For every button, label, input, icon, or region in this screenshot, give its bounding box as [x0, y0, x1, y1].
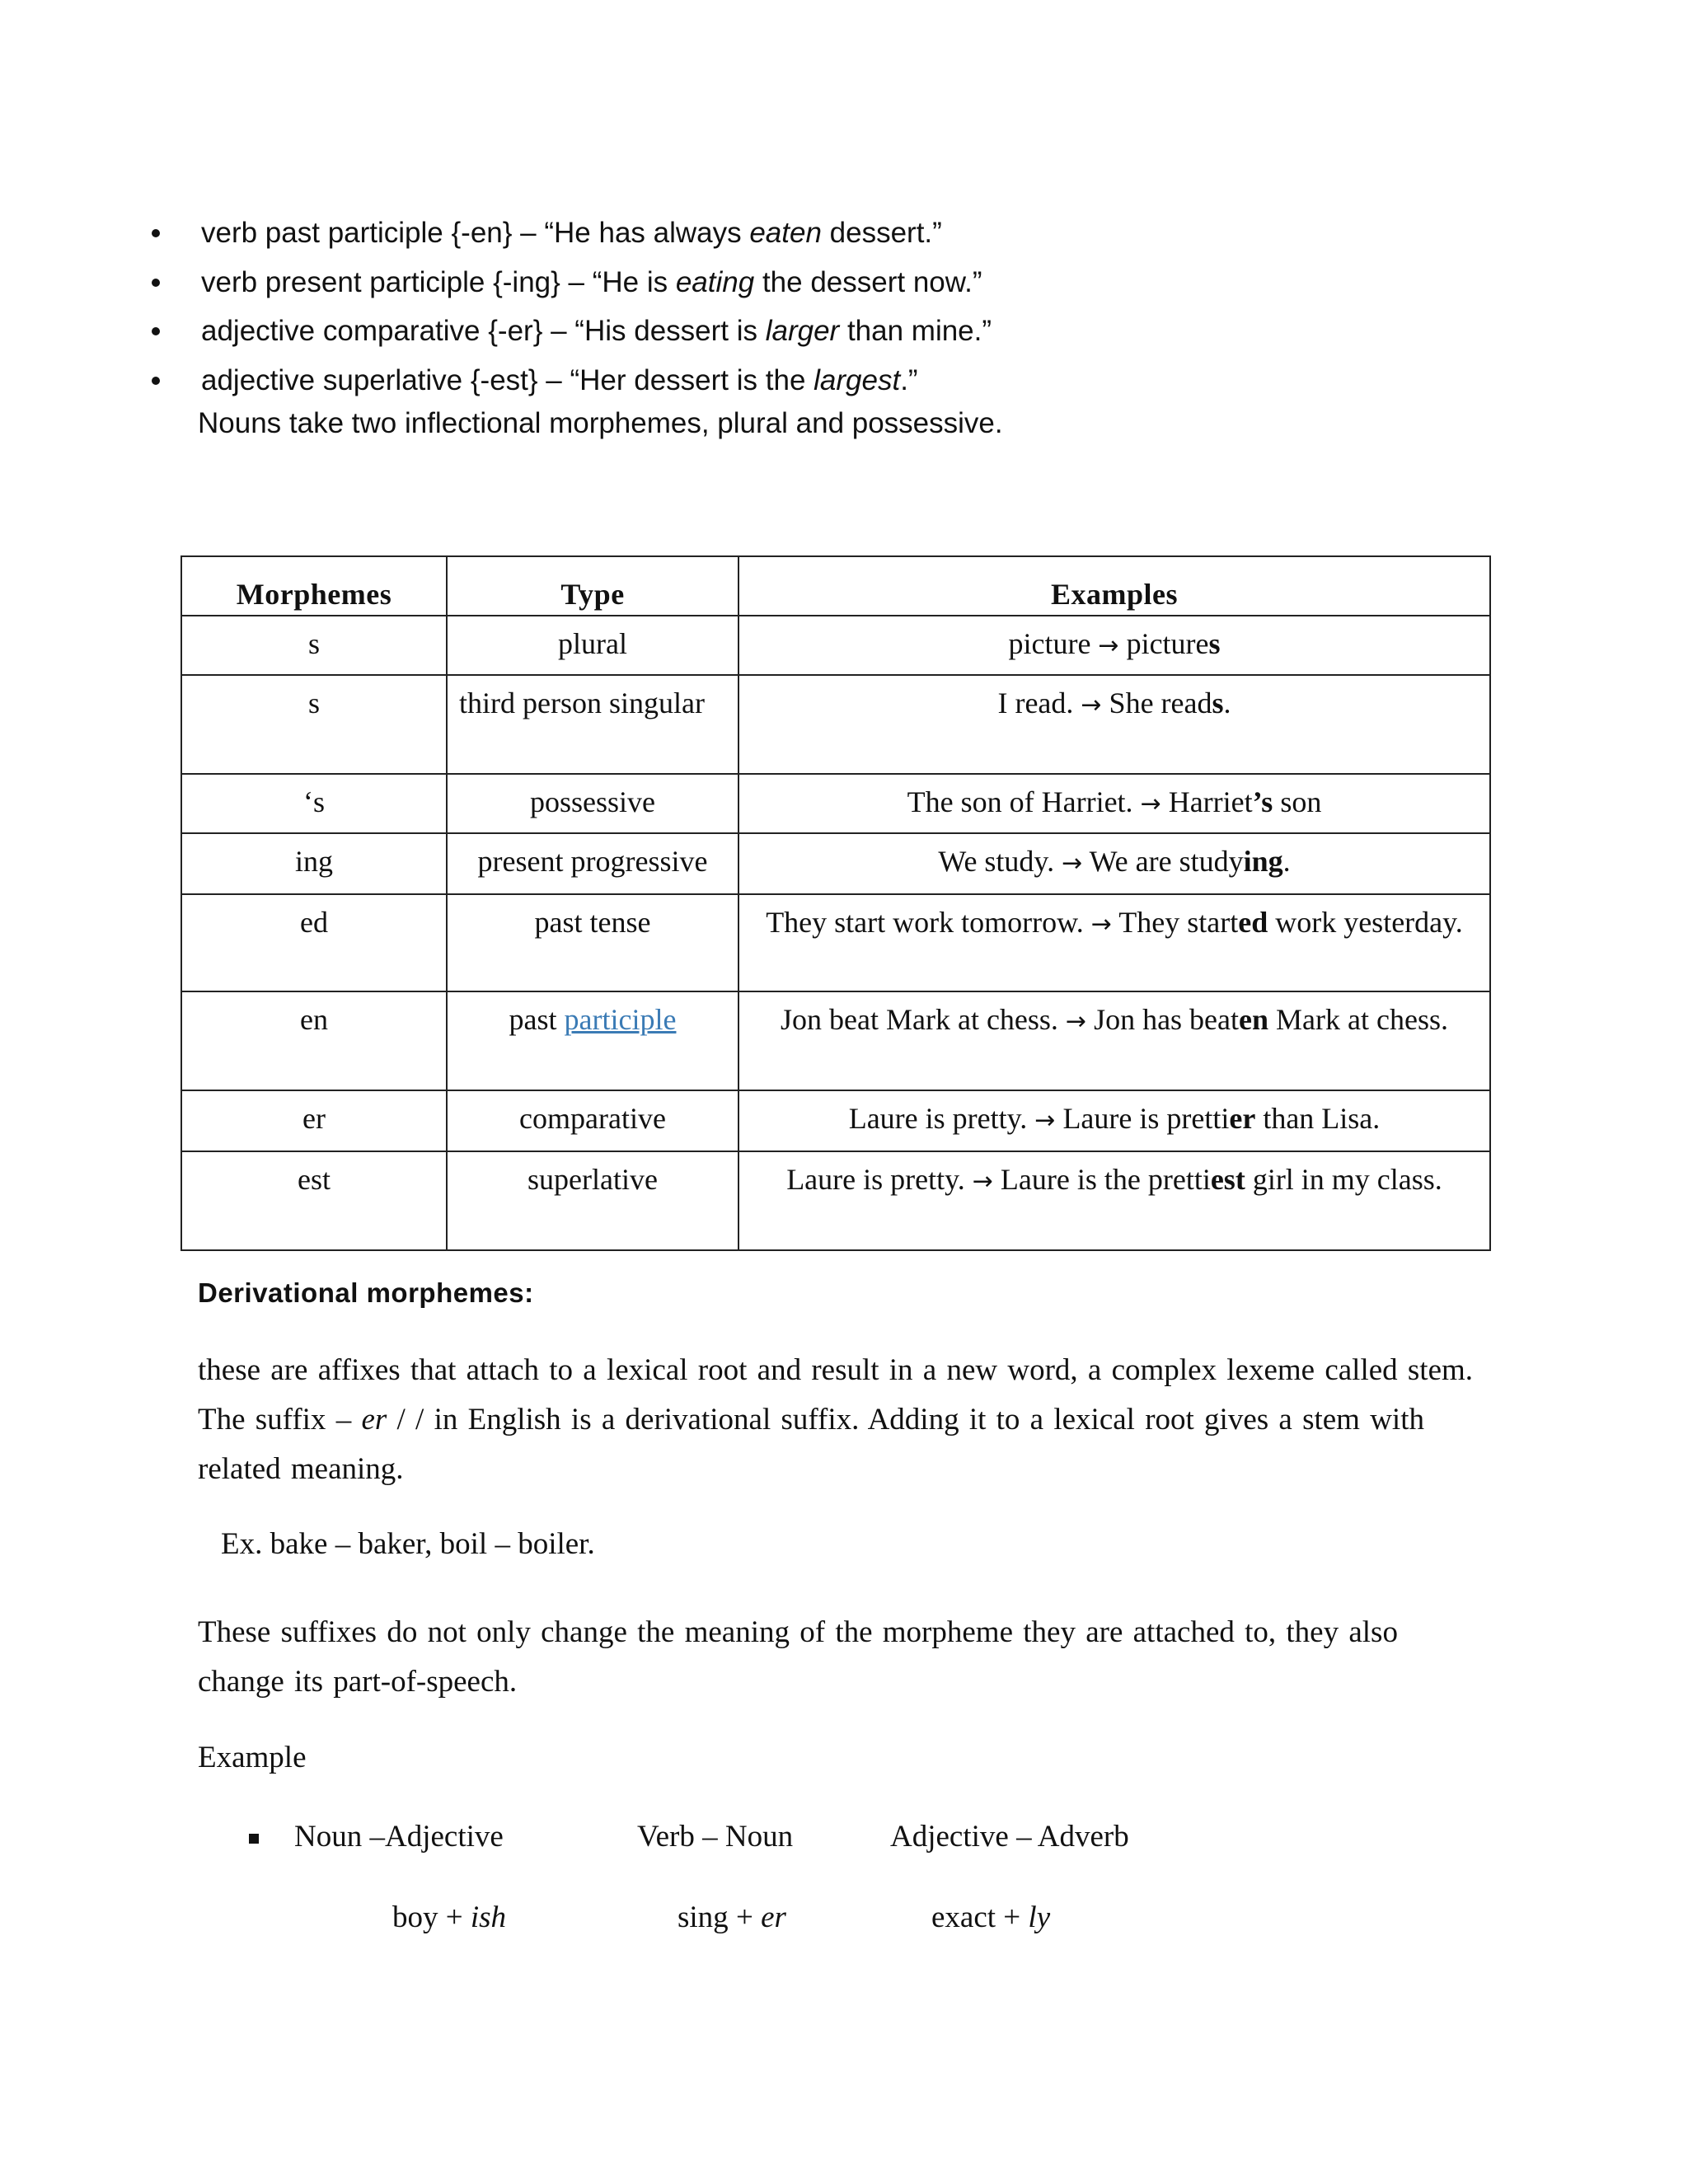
- table-row: [181, 774, 1490, 833]
- pair-plus: +: [735, 1900, 762, 1934]
- type-cell: superlative: [447, 1151, 738, 1250]
- table-row: [181, 833, 1490, 894]
- example-text: Laure is pretty.: [848, 1102, 1035, 1135]
- example-text: Mark at chess.: [1268, 1003, 1448, 1036]
- example-text: Harriet: [1160, 785, 1253, 818]
- list-item: [152, 356, 992, 405]
- example-text: She read: [1101, 687, 1212, 719]
- example-text: Laure is pretti: [1055, 1102, 1230, 1135]
- pair-example: [931, 1900, 1050, 1935]
- morpheme-cell: s: [181, 616, 447, 675]
- example-cell: [738, 1090, 1490, 1151]
- example-suffix: ed: [1238, 906, 1268, 939]
- example-cell: [738, 616, 1490, 675]
- bullet-icon: [152, 327, 160, 335]
- example-text: than Lisa.: [1255, 1102, 1381, 1135]
- example-text: Jon beat Mark at chess.: [781, 1003, 1066, 1036]
- derivational-heading: Derivational morphemes:: [198, 1277, 534, 1308]
- pair-label: Adjective – Adverb: [890, 1820, 1129, 1854]
- type-cell: [447, 991, 738, 1090]
- pair-label: Noun –Adjective: [294, 1820, 504, 1854]
- suffix-paragraph: These suffixes do not only change the meaning of the morpheme they are attached to, they also change its part-of-speech.: [198, 1615, 1398, 1699]
- pair-suffix: ish: [470, 1900, 507, 1934]
- bullet-list: [152, 209, 992, 405]
- bullet-emphasis: eaten: [749, 217, 822, 249]
- example-text: .: [1282, 845, 1291, 878]
- bullet-text: .”: [900, 363, 918, 396]
- example-suffix: en: [1239, 1003, 1269, 1036]
- example-suffix: est: [1210, 1163, 1245, 1196]
- bullet-emphasis: largest: [814, 363, 901, 396]
- morpheme-cell: est: [181, 1151, 447, 1250]
- example-cell: [738, 774, 1490, 833]
- type-cell: past tense: [447, 894, 738, 991]
- pair-plus: +: [445, 1900, 471, 1934]
- example-text: son: [1273, 785, 1322, 818]
- example-suffix: ’s: [1252, 785, 1273, 818]
- type-cell: comparative: [447, 1090, 738, 1151]
- header-morphemes: Morphemes: [181, 556, 447, 616]
- morpheme-cell: ing: [181, 833, 447, 894]
- list-item: [152, 307, 992, 356]
- example-text: girl in my class.: [1245, 1163, 1442, 1196]
- arrow-icon: →: [1065, 1007, 1087, 1036]
- pair-plus: +: [1003, 1900, 1029, 1934]
- example-text: .: [1223, 687, 1231, 719]
- pair-example: [392, 1900, 506, 1935]
- morpheme-cell: ‘s: [181, 774, 447, 833]
- arrow-icon: →: [1081, 691, 1102, 719]
- example-line: Ex. bake – baker, boil – boiler.: [221, 1527, 595, 1561]
- example-text: picture: [1118, 627, 1209, 660]
- pair-suffix: er: [761, 1900, 786, 1934]
- bullet-text: adjective superlative {-est} – “Her dessert is the: [201, 363, 814, 396]
- header-examples: Examples: [738, 556, 1490, 616]
- arrow-icon: →: [1140, 790, 1161, 818]
- table-row: [181, 1151, 1490, 1250]
- type-text: past: [509, 1003, 565, 1036]
- pair-base: boy: [392, 1900, 446, 1934]
- list-item: [152, 209, 992, 258]
- example-cell: [738, 1151, 1490, 1250]
- example-text: They start: [1111, 906, 1239, 939]
- example-cell: [738, 833, 1490, 894]
- bullet-icon: [152, 377, 160, 385]
- example-text: Jon has beat: [1086, 1003, 1240, 1036]
- table-row: [181, 991, 1490, 1090]
- morpheme-cell: en: [181, 991, 447, 1090]
- bullet-icon: [152, 279, 160, 287]
- example-text: Laure is pretty.: [786, 1163, 973, 1196]
- participle-link[interactable]: participle: [564, 1003, 677, 1036]
- arrow-icon: →: [1090, 910, 1112, 939]
- square-bullet-icon: [249, 1834, 259, 1844]
- table-row: [181, 675, 1490, 774]
- example-cell: [738, 991, 1490, 1090]
- table-header-row: [181, 556, 1490, 616]
- pair-base: exact: [931, 1900, 1004, 1934]
- example-suffix: ing: [1243, 845, 1283, 878]
- bullet-text: verb present participle {-ing} – “He is: [201, 265, 676, 298]
- example-text: The son of Harriet.: [907, 785, 1141, 818]
- example-text: We are study: [1082, 845, 1244, 878]
- bullet-text: the dessert now.”: [754, 265, 982, 298]
- example-text: Laure is the pretti: [992, 1163, 1211, 1196]
- pair-label: Verb – Noun: [637, 1820, 794, 1854]
- type-cell: plural: [447, 616, 738, 675]
- type-cell: present progressive: [447, 833, 738, 894]
- arrow-icon: →: [972, 1167, 993, 1196]
- morpheme-cell: er: [181, 1090, 447, 1151]
- paragraph-emphasis: – er: [335, 1403, 387, 1436]
- table-row: [181, 1090, 1490, 1151]
- bullet-text: than mine.”: [839, 315, 992, 347]
- example-text: I read.: [997, 687, 1081, 719]
- example-label: Example: [198, 1741, 307, 1774]
- morpheme-cell: s: [181, 675, 447, 774]
- paragraph-text: / / in English is a derivational suffix. Adding it to a lexical root gives a stem with related meaning.: [198, 1403, 1424, 1486]
- example-text: picture: [1008, 627, 1099, 660]
- example-suffix: s: [1212, 687, 1224, 719]
- example-suffix: er: [1229, 1102, 1256, 1135]
- pair-suffix: ly: [1028, 1900, 1051, 1934]
- list-item: [152, 258, 992, 307]
- example-text: They start work tomorrow.: [766, 906, 1091, 939]
- example-text: work yesterday.: [1268, 906, 1463, 939]
- morpheme-table: [181, 555, 1491, 1251]
- type-cell: possessive: [447, 774, 738, 833]
- table-row: [181, 894, 1490, 991]
- derivational-paragraph: [198, 1346, 1484, 1494]
- table-row: [181, 616, 1490, 675]
- arrow-icon: →: [1098, 631, 1119, 660]
- example-cell: [738, 894, 1490, 991]
- example-cell: [738, 675, 1490, 774]
- bullet-icon: [152, 229, 160, 237]
- arrow-icon: →: [1062, 849, 1083, 878]
- bullet-text: dessert.”: [821, 217, 942, 249]
- nouns-note: Nouns take two inflectional morphemes, plural and possessive.: [198, 407, 1003, 439]
- example-suffix: s: [1208, 627, 1221, 660]
- bullet-text: adjective comparative {-er} – “His dessert is: [201, 315, 766, 347]
- example-text: We study.: [938, 845, 1062, 878]
- bullet-text: verb past participle {-en} – “He has always: [201, 217, 750, 249]
- pair-example: [678, 1900, 786, 1935]
- bullet-emphasis: eating: [675, 265, 755, 298]
- pair-base: sing: [678, 1900, 736, 1934]
- arrow-icon: →: [1034, 1106, 1056, 1135]
- paragraph-text: these are affixes that attach to a lexical root and result in a new word, a complex lexeme called stem. The suffix: [198, 1353, 1474, 1436]
- header-type: Type: [447, 556, 738, 616]
- type-cell: third person singular: [447, 675, 738, 774]
- morpheme-cell: ed: [181, 894, 447, 991]
- bullet-emphasis: larger: [765, 315, 840, 347]
